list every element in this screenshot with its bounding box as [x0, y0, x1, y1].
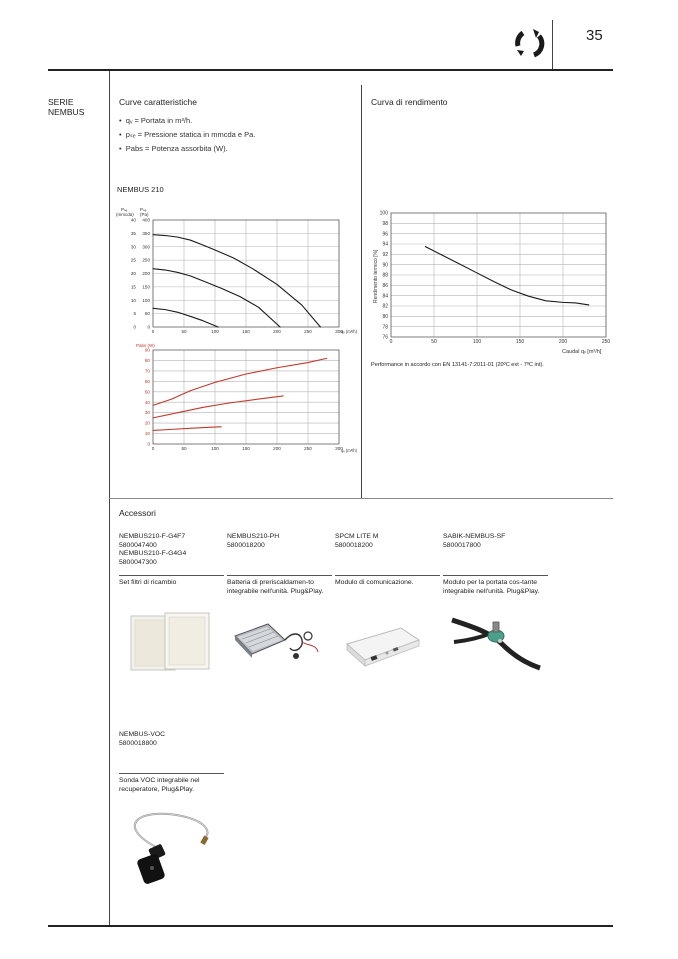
y-axis-label-pa-line1: Pₛₑ [140, 207, 147, 212]
x-tick-label: 100 [211, 329, 219, 334]
accessory-desc: Modulo di comunicazione. [335, 579, 414, 586]
y-tick-label: 15 [130, 284, 136, 290]
efficiency-section-title: Curva di rendimento [371, 97, 448, 107]
y-tick-label: 90 [144, 347, 150, 353]
accessory-code: 5800018200 [335, 541, 373, 549]
y-axis-label-mmcda-line1: Pₛₑ [121, 207, 128, 212]
curves-legend [119, 114, 255, 156]
legend-text-flow: qᵥ = Portata in m³/h. [125, 116, 193, 125]
y-tick-label: 0 [147, 441, 150, 447]
y-tick-label: 40 [130, 217, 136, 223]
y-tick-label: 92 [382, 252, 388, 258]
y-axis-label-pa-line2: (Pa) [140, 212, 149, 217]
y-tick-label: 10 [144, 431, 150, 437]
y-axis-label-mmcda-line2: (mmcda) [116, 212, 134, 217]
y-tick-label: 35 [130, 230, 136, 236]
x-tick-label: 100 [211, 446, 219, 451]
series-line [153, 269, 280, 327]
filter-set-icon [128, 610, 213, 675]
y-tick-label: 5 [133, 311, 136, 317]
series-line [153, 308, 218, 327]
x-tick-label: 300 [335, 446, 343, 451]
y-tick-label: 60 [144, 378, 150, 384]
model-label: NEMBUS 210 [117, 185, 164, 194]
accessory-divider [227, 575, 332, 576]
x-axis-label-caudal: Caudal qᵥ [m³/h] [562, 349, 602, 355]
accessory-code: SABIK-NEMBUS-SF [443, 533, 506, 540]
y-tick-label: 200 [142, 271, 150, 277]
x-axis-label: qᵥ (m³/h) [341, 448, 358, 453]
y-tick-label: 78 [382, 324, 388, 331]
accessory-code: 5800018200 [227, 541, 265, 549]
x-tick-label: 200 [273, 446, 281, 451]
y-tick-label: 76 [382, 334, 388, 341]
x-tick-label: 250 [304, 329, 312, 334]
series-label [48, 97, 84, 117]
accessories-top-rule [109, 498, 613, 499]
legend-item: • pₛₑ = Pressione statica in mmcda e Pa. [119, 130, 256, 139]
accessory-code: 5800047400 [119, 541, 157, 549]
series-line [425, 247, 588, 305]
x-tick-label: 300 [335, 329, 343, 334]
x-tick-label: 100 [472, 339, 482, 345]
y-tick-label: 80 [382, 314, 388, 320]
series-label-line2: NEMBUS [48, 107, 85, 117]
communication-module-icon [343, 620, 423, 670]
accessory-desc: Batteria di preriscaldamen-to integrabile nell'unità. Plug&Play. [227, 579, 324, 595]
x-tick-label: 50 [431, 339, 437, 345]
power-chart [112, 342, 360, 457]
y-tick-label: 100 [142, 297, 150, 303]
efficiency-note: Performance in accordo con EN 13141-7:2011-01 (20ºC ext - 7ºC int). [371, 362, 544, 368]
x-tick-label: 200 [273, 329, 281, 334]
legend-text-pressure: pₛₑ = Pressione statica in mmcda e Pa. [125, 130, 256, 139]
x-tick-label: 50 [181, 329, 187, 334]
series-line [153, 427, 221, 431]
y-tick-label: 250 [142, 257, 150, 263]
accessory-code: 5800047300 [119, 558, 157, 566]
accessory-divider [335, 575, 440, 576]
page-number: 35 [586, 27, 603, 44]
x-tick-label: 0 [389, 339, 393, 345]
curves-section-title: Curve caratteristiche [119, 97, 197, 107]
y-tick-label: 50 [144, 311, 150, 317]
y-tick-label: 10 [130, 297, 136, 303]
header-vertical-divider [552, 20, 553, 70]
accessory-preheater [227, 533, 279, 550]
header-rule [48, 69, 613, 71]
accessory-divider [119, 773, 224, 774]
x-tick-label: 250 [304, 446, 312, 451]
accessory-filter-set [119, 533, 186, 567]
accessory-code: NEMBUS-VOC [119, 731, 166, 738]
legend-item: • Pabs = Potenza assorbita (W). [119, 144, 228, 153]
accessory-divider [119, 575, 224, 576]
x-axis-label: qᵥ (m³/h) [341, 329, 358, 334]
accessory-code: NEMBUS210-PH [227, 533, 280, 540]
x-tick-label: 150 [515, 339, 525, 345]
legend-text-power: Pabs = Potenza assorbita (W). [125, 144, 228, 153]
y-tick-label: 0 [147, 324, 150, 330]
x-tick-label: 150 [242, 446, 250, 451]
y-tick-label: 20 [130, 271, 136, 277]
accessory-desc: Modulo per la portata cos-tante integrabile nell'unità. Plug&Play. [443, 579, 540, 595]
footer-rule [48, 925, 613, 927]
accessory-desc: Set filtri di ricambio [119, 579, 177, 586]
series-line [153, 235, 320, 327]
x-tick-label: 250 [601, 339, 611, 345]
accessory-code: SPCM LITE M [335, 533, 379, 540]
legend-item: • qᵥ = Portata in m³/h. [119, 116, 193, 125]
accessory-code: NEMBUS210-F-G4G4 [119, 550, 187, 558]
y-tick-label: 150 [142, 284, 150, 290]
x-tick-label: 50 [181, 446, 187, 451]
voc-probe-icon [118, 808, 218, 888]
accessory-desc: Sonda VOC integrabile nel recuperatore, Plug&Play. [119, 777, 200, 793]
y-tick-label: 70 [144, 368, 150, 374]
series-label-line1: SERIE [48, 97, 74, 107]
y-tick-label: 94 [382, 241, 388, 248]
y-tick-label: 350 [142, 230, 150, 236]
accessory-code: NEMBUS210-F-G4F7 [119, 533, 186, 540]
y-tick-label: 400 [142, 217, 150, 223]
accessory-divider [443, 575, 548, 576]
y-tick-label: 80 [144, 357, 150, 363]
y-tick-label: 96 [382, 231, 388, 238]
y-tick-label: 90 [382, 262, 388, 269]
y-axis-label-efficiency: Rendimento termico [%] [373, 249, 379, 303]
y-tick-label: 86 [382, 283, 388, 289]
accessory-code: 5800017800 [443, 541, 481, 549]
y-tick-label: 82 [382, 303, 388, 310]
series-line [153, 358, 327, 405]
y-tick-label: 25 [130, 257, 136, 263]
y-tick-label: 100 [379, 210, 388, 217]
accessory-constant-flow-module [443, 533, 505, 550]
y-tick-label: 30 [130, 244, 136, 250]
y-tick-label: 98 [382, 221, 388, 227]
accessories-title: Accessori [119, 508, 156, 518]
accessory-code: 5800018800 [119, 739, 157, 747]
x-tick-label: 150 [242, 329, 250, 334]
x-tick-label: 0 [151, 329, 155, 334]
y-tick-label: 0 [133, 324, 136, 330]
x-tick-label: 0 [151, 446, 155, 451]
y-axis-label-power: Pabs (W) [136, 343, 155, 348]
efficiency-chart [366, 205, 614, 357]
y-tick-label: 88 [382, 272, 388, 279]
brand-logo-icon [512, 26, 546, 60]
pressure-chart [112, 203, 360, 341]
y-tick-label: 40 [144, 399, 150, 405]
y-tick-label: 50 [144, 389, 150, 395]
y-tick-label: 30 [144, 410, 150, 416]
y-tick-label: 20 [144, 420, 150, 426]
preheater-battery-icon [230, 618, 325, 668]
y-tick-label: 300 [142, 244, 150, 250]
middle-column-divider [361, 85, 362, 498]
accessory-voc-probe [119, 731, 165, 748]
constant-flow-module-icon [450, 612, 542, 674]
y-tick-label: 84 [382, 293, 388, 300]
accessory-communication-module [335, 533, 378, 550]
x-tick-label: 200 [558, 339, 568, 345]
